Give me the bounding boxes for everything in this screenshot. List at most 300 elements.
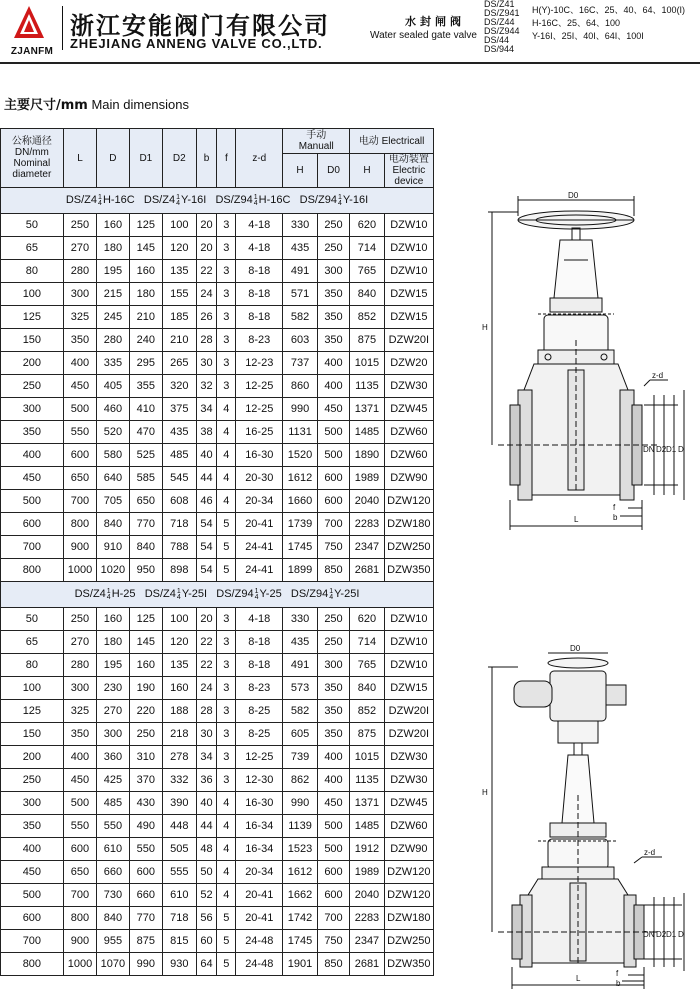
cell-electric-H: 852	[350, 306, 385, 329]
cell-b: 20	[196, 237, 217, 260]
cell-D: 405	[97, 375, 129, 398]
cell-dn: 350	[1, 421, 64, 444]
fraction: 1 4	[106, 587, 111, 601]
cell-D0: 350	[317, 723, 349, 746]
cell-manual-H: 860	[283, 375, 318, 398]
cell-D: 610	[97, 838, 129, 861]
model-item: DS/44	[484, 34, 510, 45]
cell-dn: 200	[1, 352, 64, 375]
section-title-en: Main dimensions	[91, 97, 190, 112]
cell-manual-H: 1901	[283, 953, 318, 976]
table-row	[1, 631, 434, 654]
header-f: f	[217, 129, 236, 188]
cell-D2: 435	[163, 421, 196, 444]
cell-D1: 160	[129, 260, 162, 283]
cell-f: 4	[217, 815, 236, 838]
cell-f: 3	[217, 306, 236, 329]
cell-b: 26	[196, 306, 217, 329]
cell-dn: 600	[1, 513, 64, 536]
cell-D0: 600	[317, 861, 349, 884]
cell-D: 300	[97, 723, 129, 746]
cell-electric-H: 1912	[350, 838, 385, 861]
cell-device: DZW20I	[384, 700, 433, 723]
cell-L: 400	[63, 352, 96, 375]
cell-f: 5	[217, 930, 236, 953]
cell-device: DZW60	[384, 421, 433, 444]
header-device: 电动装置 Electric device	[384, 154, 433, 188]
cell-manual-H: 1660	[283, 490, 318, 513]
cell-device: DZW10	[384, 214, 433, 237]
cell-electric-H: 2283	[350, 907, 385, 930]
cell-D1: 355	[129, 375, 162, 398]
table-row	[1, 283, 434, 306]
cell-D0: 350	[317, 306, 349, 329]
cell-b: 20	[196, 608, 217, 631]
cell-b: 32	[196, 375, 217, 398]
label-D1: D1	[666, 930, 677, 939]
cell-D1: 250	[129, 723, 162, 746]
cell-b: 60	[196, 930, 217, 953]
table-row	[1, 700, 434, 723]
cell-D0: 250	[317, 631, 349, 654]
cell-dn: 200	[1, 746, 64, 769]
table-row	[1, 884, 434, 907]
cell-manual-H: 1739	[283, 513, 318, 536]
pressure-item: Y-16I、25I、40I、64I、100I	[532, 31, 644, 41]
cell-D2: 100	[163, 214, 196, 237]
product-name-cn: 水封闸阀	[405, 15, 465, 28]
cell-zd: 24-48	[236, 930, 283, 953]
cell-zd: 12-25	[236, 746, 283, 769]
cell-D1: 875	[129, 930, 162, 953]
header-divider	[62, 6, 63, 50]
cell-manual-H: 435	[283, 631, 318, 654]
cell-D2: 155	[163, 283, 196, 306]
table-row	[1, 467, 434, 490]
cell-electric-H: 1989	[350, 467, 385, 490]
cell-D2: 160	[163, 677, 196, 700]
table-row	[1, 398, 434, 421]
cell-f: 4	[217, 398, 236, 421]
cell-dn: 150	[1, 329, 64, 352]
cell-L: 900	[63, 536, 96, 559]
cell-device: DZW10	[384, 654, 433, 677]
cell-D0: 250	[317, 237, 349, 260]
model-group-label	[1, 582, 434, 608]
cell-electric-H: 1135	[350, 769, 385, 792]
model-code: DS/Z94 1 4 Y-16I	[299, 193, 369, 207]
cell-zd: 8-25	[236, 723, 283, 746]
cell-D1: 660	[129, 884, 162, 907]
table-row	[1, 930, 434, 953]
cell-manual-H: 739	[283, 746, 318, 769]
cell-dn: 300	[1, 398, 64, 421]
cell-D: 520	[97, 421, 129, 444]
cell-electric-H: 620	[350, 608, 385, 631]
cell-D: 660	[97, 861, 129, 884]
cell-device: DZW90	[384, 467, 433, 490]
label-b: b	[613, 513, 618, 522]
cell-device: DZW20I	[384, 329, 433, 352]
cell-device: DZW60	[384, 815, 433, 838]
cell-D: 360	[97, 746, 129, 769]
label-D: D	[678, 930, 684, 939]
product-name-en: Water sealed gate valve	[370, 30, 477, 41]
cell-L: 280	[63, 260, 96, 283]
label-L: L	[574, 515, 579, 524]
cell-manual-H: 571	[283, 283, 318, 306]
company-name-en: ZHEJIANG ANNENG VALVE CO.,LTD.	[70, 36, 323, 51]
cell-dn: 125	[1, 700, 64, 723]
cell-f: 3	[217, 329, 236, 352]
model-code: DS/Z94 1 4 H-16C	[215, 193, 291, 207]
cell-zd: 4-18	[236, 237, 283, 260]
header-D2: D2	[163, 129, 196, 188]
cell-b: 54	[196, 513, 217, 536]
cell-manual-H: 1520	[283, 444, 318, 467]
cell-manual-H: 582	[283, 306, 318, 329]
label-f: f	[616, 969, 619, 978]
cell-dn: 65	[1, 631, 64, 654]
cell-D1: 840	[129, 536, 162, 559]
cell-D2: 185	[163, 306, 196, 329]
label-H: H	[482, 323, 488, 332]
cell-D: 195	[97, 260, 129, 283]
cell-L: 650	[63, 861, 96, 884]
cell-f: 3	[217, 723, 236, 746]
table-row	[1, 260, 434, 283]
cell-D: 245	[97, 306, 129, 329]
cell-zd: 12-25	[236, 398, 283, 421]
table-row	[1, 306, 434, 329]
cell-electric-H: 1485	[350, 421, 385, 444]
header-rule	[0, 62, 700, 64]
cell-f: 3	[217, 260, 236, 283]
cell-b: 28	[196, 329, 217, 352]
cell-D2: 120	[163, 631, 196, 654]
cell-dn: 450	[1, 861, 64, 884]
cell-zd: 20-34	[236, 490, 283, 513]
cell-D0: 350	[317, 283, 349, 306]
cell-D: 160	[97, 214, 129, 237]
cell-D2: 332	[163, 769, 196, 792]
cell-f: 5	[217, 907, 236, 930]
cell-D1: 160	[129, 654, 162, 677]
model-code: DS/Z4 1 4 H-25	[74, 587, 136, 601]
cell-D1: 470	[129, 421, 162, 444]
table-row	[1, 861, 434, 884]
cell-manual-H: 1745	[283, 536, 318, 559]
table-row	[1, 838, 434, 861]
cell-f: 3	[217, 352, 236, 375]
cell-D0: 250	[317, 608, 349, 631]
cell-b: 56	[196, 907, 217, 930]
cell-D2: 505	[163, 838, 196, 861]
cell-D2: 100	[163, 608, 196, 631]
cell-dn: 400	[1, 838, 64, 861]
cell-zd: 20-41	[236, 907, 283, 930]
cell-L: 550	[63, 815, 96, 838]
cell-D1: 210	[129, 306, 162, 329]
cell-zd: 8-18	[236, 260, 283, 283]
cell-D: 640	[97, 467, 129, 490]
cell-electric-H: 852	[350, 700, 385, 723]
cell-D0: 450	[317, 792, 349, 815]
cell-D2: 610	[163, 884, 196, 907]
cell-D1: 145	[129, 631, 162, 654]
cell-D1: 310	[129, 746, 162, 769]
label-D0: D0	[568, 191, 579, 200]
cell-b: 46	[196, 490, 217, 513]
cell-D0: 500	[317, 444, 349, 467]
cell-D2: 278	[163, 746, 196, 769]
cell-f: 3	[217, 375, 236, 398]
cell-manual-H: 990	[283, 792, 318, 815]
cell-manual-H: 862	[283, 769, 318, 792]
cell-f: 3	[217, 654, 236, 677]
cell-D: 180	[97, 237, 129, 260]
cell-D1: 585	[129, 467, 162, 490]
cell-f: 5	[217, 513, 236, 536]
cell-f: 4	[217, 467, 236, 490]
cell-D0: 600	[317, 467, 349, 490]
cell-L: 270	[63, 237, 96, 260]
cell-D2: 218	[163, 723, 196, 746]
cell-device: DZW90	[384, 838, 433, 861]
cell-D1: 125	[129, 608, 162, 631]
cell-D1: 600	[129, 861, 162, 884]
cell-device: DZW250	[384, 536, 433, 559]
cell-device: DZW60	[384, 444, 433, 467]
cell-manual-H: 1523	[283, 838, 318, 861]
logo-text: ZJANFM	[10, 46, 54, 57]
cell-D: 955	[97, 930, 129, 953]
cell-L: 800	[63, 907, 96, 930]
cell-b: 30	[196, 723, 217, 746]
cell-D0: 700	[317, 513, 349, 536]
cell-device: DZW20	[384, 352, 433, 375]
cell-D0: 350	[317, 677, 349, 700]
table-row	[1, 375, 434, 398]
cell-D1: 410	[129, 398, 162, 421]
cell-manual-H: 582	[283, 700, 318, 723]
table-row	[1, 444, 434, 467]
header-b: b	[196, 129, 217, 188]
table-row	[1, 953, 434, 976]
cell-L: 300	[63, 283, 96, 306]
label-D2: D2	[656, 930, 667, 939]
cell-L: 1000	[63, 559, 96, 582]
cell-f: 5	[217, 559, 236, 582]
cell-D1: 240	[129, 329, 162, 352]
cell-b: 44	[196, 467, 217, 490]
cell-b: 48	[196, 838, 217, 861]
cell-b: 54	[196, 559, 217, 582]
cell-zd: 24-48	[236, 953, 283, 976]
cell-D1: 430	[129, 792, 162, 815]
model-item: DS/Z44	[484, 16, 515, 27]
cell-device: DZW30	[384, 746, 433, 769]
cell-electric-H: 2681	[350, 559, 385, 582]
cell-L: 650	[63, 467, 96, 490]
cell-D: 840	[97, 907, 129, 930]
cell-D2: 265	[163, 352, 196, 375]
cell-L: 600	[63, 444, 96, 467]
cell-device: DZW180	[384, 907, 433, 930]
cell-D2: 718	[163, 513, 196, 536]
fraction: 1 4	[176, 587, 181, 601]
cell-b: 36	[196, 769, 217, 792]
label-f: f	[613, 503, 616, 512]
table-row	[1, 214, 434, 237]
cell-L: 700	[63, 884, 96, 907]
cell-b: 34	[196, 746, 217, 769]
cell-device: DZW45	[384, 398, 433, 421]
cell-D2: 448	[163, 815, 196, 838]
cell-D2: 718	[163, 907, 196, 930]
electric-valve-drawing	[478, 645, 694, 1000]
cell-f: 5	[217, 536, 236, 559]
table-row	[1, 769, 434, 792]
pressure-list	[532, 4, 685, 43]
table-row	[1, 559, 434, 582]
cell-f: 3	[217, 677, 236, 700]
cell-D1: 190	[129, 677, 162, 700]
cell-D0: 500	[317, 838, 349, 861]
table-row	[1, 237, 434, 260]
cell-D0: 750	[317, 930, 349, 953]
cell-electric-H: 2347	[350, 930, 385, 953]
fraction: 1 4	[176, 193, 180, 207]
cell-device: DZW180	[384, 513, 433, 536]
cell-f: 4	[217, 421, 236, 444]
cell-D0: 700	[317, 907, 349, 930]
cell-manual-H: 603	[283, 329, 318, 352]
cell-manual-H: 1131	[283, 421, 318, 444]
cell-D2: 375	[163, 398, 196, 421]
cell-L: 270	[63, 631, 96, 654]
cell-device: DZW10	[384, 260, 433, 283]
header-D0: D0	[317, 154, 349, 188]
fraction: 1 4	[329, 587, 334, 601]
cell-manual-H: 573	[283, 677, 318, 700]
cell-b: 20	[196, 214, 217, 237]
label-D: D	[678, 445, 684, 454]
cell-dn: 250	[1, 769, 64, 792]
cell-dn: 80	[1, 260, 64, 283]
cell-manual-H: 990	[283, 398, 318, 421]
cell-f: 3	[217, 631, 236, 654]
cell-f: 5	[217, 953, 236, 976]
model-code: DS/Z94 1 4 Y-25I	[290, 587, 360, 601]
header-electric-H: H	[350, 154, 385, 188]
cell-D2: 120	[163, 237, 196, 260]
cell-dn: 800	[1, 953, 64, 976]
cell-D0: 850	[317, 559, 349, 582]
model-code: DS/Z4 1 4 H-16C	[65, 193, 135, 207]
cell-D2: 210	[163, 329, 196, 352]
cell-dn: 100	[1, 677, 64, 700]
cell-device: DZW15	[384, 306, 433, 329]
table-row	[1, 536, 434, 559]
cell-b: 50	[196, 861, 217, 884]
fraction: 1 4	[253, 193, 258, 207]
cell-D0: 250	[317, 214, 349, 237]
cell-zd: 20-41	[236, 513, 283, 536]
cell-device: DZW15	[384, 283, 433, 306]
cell-device: DZW120	[384, 490, 433, 513]
label-DN: DN	[643, 445, 655, 454]
model-item: DS/Z941	[484, 7, 520, 18]
model-item: DS/Z41	[484, 0, 515, 9]
cell-manual-H: 605	[283, 723, 318, 746]
cell-D0: 600	[317, 884, 349, 907]
cell-dn: 700	[1, 930, 64, 953]
cell-zd: 12-25	[236, 375, 283, 398]
label-D1: D1	[666, 445, 677, 454]
cell-D0: 400	[317, 746, 349, 769]
cell-D2: 320	[163, 375, 196, 398]
cell-b: 40	[196, 444, 217, 467]
cell-f: 3	[217, 769, 236, 792]
cell-D0: 500	[317, 815, 349, 838]
model-code: DS/Z4 1 4 Y-25I	[144, 587, 208, 601]
cell-D: 1020	[97, 559, 129, 582]
cell-D0: 750	[317, 536, 349, 559]
cell-manual-H: 1899	[283, 559, 318, 582]
label-H: H	[482, 788, 488, 797]
cell-device: DZW15	[384, 677, 433, 700]
cell-D: 270	[97, 700, 129, 723]
cell-D0: 500	[317, 421, 349, 444]
cell-zd: 20-30	[236, 467, 283, 490]
cell-zd: 16-30	[236, 444, 283, 467]
cell-D0: 300	[317, 654, 349, 677]
cell-D0: 300	[317, 260, 349, 283]
cell-D1: 490	[129, 815, 162, 838]
cell-D: 910	[97, 536, 129, 559]
cell-zd: 20-41	[236, 884, 283, 907]
cell-L: 1000	[63, 953, 96, 976]
cell-L: 325	[63, 306, 96, 329]
cell-zd: 16-34	[236, 815, 283, 838]
cell-L: 250	[63, 214, 96, 237]
cell-f: 3	[217, 214, 236, 237]
cell-f: 4	[217, 861, 236, 884]
cell-D: 180	[97, 631, 129, 654]
section-title-cn: 主要尺寸/mm	[4, 98, 88, 113]
table-row	[1, 746, 434, 769]
cell-b: 64	[196, 953, 217, 976]
cell-f: 3	[217, 746, 236, 769]
cell-electric-H: 765	[350, 260, 385, 283]
cell-L: 600	[63, 838, 96, 861]
company-logo	[4, 4, 54, 60]
model-code: DS/Z94 1 4 Y-25	[216, 587, 282, 601]
cell-zd: 8-18	[236, 306, 283, 329]
cell-device: DZW350	[384, 953, 433, 976]
label-D2: D2	[656, 445, 667, 454]
cell-b: 40	[196, 792, 217, 815]
cell-D: 730	[97, 884, 129, 907]
cell-D: 230	[97, 677, 129, 700]
cell-electric-H: 840	[350, 677, 385, 700]
cell-electric-H: 1015	[350, 352, 385, 375]
cell-dn: 150	[1, 723, 64, 746]
cell-D1: 550	[129, 838, 162, 861]
cell-D: 550	[97, 815, 129, 838]
cell-zd: 8-18	[236, 283, 283, 306]
